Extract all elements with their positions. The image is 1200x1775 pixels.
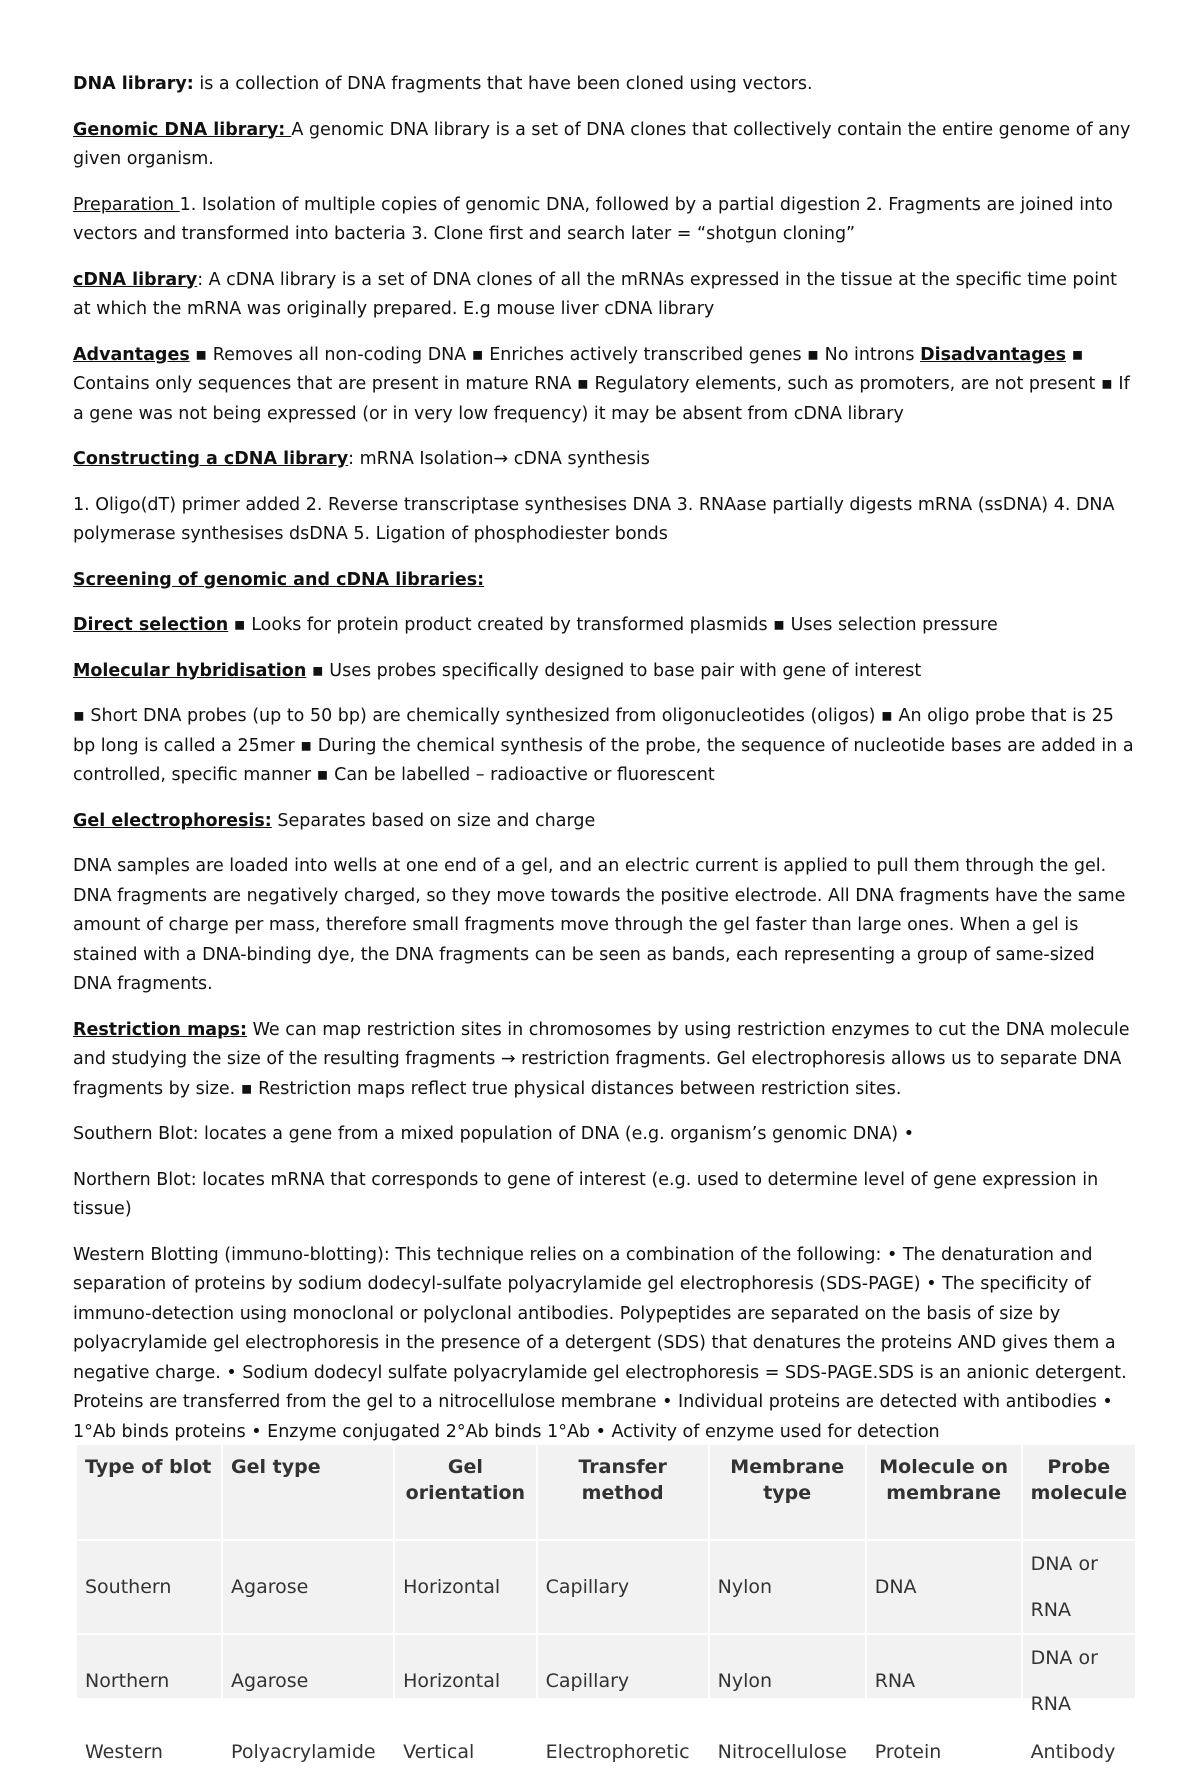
table-cell: Capillary bbox=[537, 1634, 709, 1728]
paragraph-gel-electrophoresis: Gel electrophoresis: Separates based on size and charge bbox=[73, 810, 596, 831]
table-cell: RNA bbox=[866, 1634, 1022, 1728]
table-cell: Nylon bbox=[709, 1540, 866, 1634]
paragraph-probes: ▪ Short DNA probes (up to 50 bp) are chemically synthesized from oligonucleotides (oligos) ▪ An oligo probe that is 25 bp long is called a 25mer ▪ During the chemical synthesis of the probe, the sequence of nucleotide bases are added in a controlled, specific manner ▪ Can be labelled – radioactive or fluorescent bbox=[73, 706, 1134, 785]
table-cell: Horizontal bbox=[394, 1540, 537, 1634]
paragraph-advantages: Advantages ▪ Removes all non-coding DNA ▪ Enriches actively transcribed genes ▪ No introns Disadvantages ▪ Contains only sequences that are present in mature RNA ▪ Regulatory elements, such as promoters, are not present ▪ If a gene was not being expressed (or in very low frequency) it may be absent from cDNA library bbox=[73, 344, 1130, 424]
table-header: Gel type bbox=[222, 1445, 394, 1540]
paragraph-preparation: Preparation 1. Isolation of multiple copies of genomic DNA, followed by a partial digestion 2. Fragments are joined into vectors and transformed into bacteria 3. Clone first and search later = “shotgun cloning” bbox=[73, 194, 1113, 244]
paragraph-steps: 1. Oligo(dT) primer added 2. Reverse transcriptase synthesises DNA 3. RNAase partially digests mRNA (ssDNA) 4. DNA polymerase synthesises dsDNA 5. Ligation of phosphodiester bonds bbox=[73, 494, 1115, 544]
table-cell: Agarose bbox=[222, 1540, 394, 1634]
table-cell: DNA bbox=[866, 1540, 1022, 1634]
table-row bbox=[77, 1634, 1135, 1728]
paragraph-molecular-hybridisation: Molecular hybridisation ▪ Uses probes specifically designed to base pair with gene of interest bbox=[73, 660, 922, 681]
paragraph-screening: Screening of genomic and cDNA libraries: bbox=[73, 569, 485, 590]
paragraph-restriction-maps: Restriction maps: We can map restriction sites in chromosomes by using restriction enzymes to cut the DNA molecule and studying the size of the resulting fragments → restriction fragments. Gel electrophoresis allows us to separate DNA fragments by size. ▪ Restriction maps reflect true physical distances between restriction sites. bbox=[73, 1019, 1130, 1099]
table-cell: Electrophoretic bbox=[537, 1728, 709, 1775]
paragraph-southern-blot: Southern Blot: locates a gene from a mixed population of DNA (e.g. organism’s genomic DNA) • bbox=[73, 1124, 915, 1144]
table-cell: Southern bbox=[77, 1540, 222, 1634]
paragraph-constructing: Constructing a cDNA library: mRNA Isolation→ cDNA synthesis bbox=[73, 449, 650, 469]
table-cell: DNA or RNA bbox=[1022, 1634, 1135, 1728]
table-header: Transfer method bbox=[537, 1445, 709, 1540]
paragraph-dna-samples: DNA samples are loaded into wells at one end of a gel, and an electric current is applied to pull them through the gel. DNA fragments are negatively charged, so they move towards the positive electrode. All DNA fragments have the same amount of charge per mass, therefore small fragments move through the gel faster than large ones. When a gel is stained with a DNA-binding dye, the DNA fragments can be seen as bands, each representing a group of same-sized DNA fragments. bbox=[73, 856, 1126, 994]
table-row bbox=[77, 1540, 1135, 1634]
paragraph-western-blot: Western Blotting (immuno-blotting): This technique relies on a combination of the following: • The denaturation and separation of proteins by sodium dodecyl-sulfate polyacrylamide gel electrophoresis (SDS-PAGE) • The specificity of immuno-detection using monoclonal or polyclonal antibodies. Polypeptides are separated on the basis of size by polyacrylamide gel electrophoresis in the presence of a detergent (SDS) that denatures the proteins AND gives them a negative charge. • Sodium dodecyl sulfate polyacrylamide gel electrophoresis = SDS-PAGE.SDS is an anionic detergent. Proteins are transferred from the gel to a nitrocellulose membrane • Individual proteins are detected with antibodies • 1°Ab binds proteins • Enzyme conjugated 2°Ab binds 1°Ab • Activity of enzyme used for detection bbox=[73, 1244, 1127, 1442]
table-cell: Horizontal bbox=[394, 1634, 537, 1728]
table-header: Membrane type bbox=[709, 1445, 866, 1540]
table-header-row bbox=[77, 1445, 1135, 1540]
table-cell: Agarose bbox=[222, 1634, 394, 1728]
paragraph-direct-selection: Direct selection ▪ Looks for protein product created by transformed plasmids ▪ Uses selection pressure bbox=[73, 615, 998, 635]
table-cell: Antibody bbox=[1022, 1728, 1135, 1775]
table-cell: Nylon bbox=[709, 1634, 866, 1728]
table-cell: Capillary bbox=[537, 1540, 709, 1634]
table-header: Molecule on membrane bbox=[866, 1445, 1022, 1540]
paragraph-cdna-library: cDNA library: A cDNA library is a set of DNA clones of all the mRNAs expressed in the tissue at the specific time point at which the mRNA was originally prepared. E.g mouse liver cDNA library bbox=[73, 269, 1118, 319]
table-cell: Northern bbox=[77, 1634, 222, 1728]
table-header: Type of blot bbox=[85, 1456, 212, 1478]
table-cell: Vertical bbox=[394, 1728, 537, 1775]
table-cell: Western bbox=[77, 1728, 222, 1775]
table-header: Probe molecule bbox=[1022, 1445, 1135, 1540]
table-header: Gel orientation bbox=[394, 1445, 537, 1540]
paragraph-dna-library: DNA library: is a collection of DNA fragments that have been cloned using vectors. bbox=[73, 74, 813, 94]
table-cell: DNA or RNA bbox=[1022, 1540, 1135, 1634]
table-cell: Polyacrylamide bbox=[222, 1728, 394, 1775]
notes-text bbox=[73, 70, 1135, 1444]
paragraph-northern-blot: Northern Blot: locates mRNA that corresponds to gene of interest (e.g. used to determine level of gene expression in tissue) bbox=[73, 1169, 1099, 1219]
table-cell: Protein bbox=[866, 1728, 1022, 1775]
table-cell: Nitrocellulose bbox=[709, 1728, 866, 1775]
paragraph-genomic-library: Genomic DNA library: A genomic DNA library is a set of DNA clones that collectively contain the entire genome of any given organism. bbox=[73, 119, 1131, 169]
table-row bbox=[77, 1728, 1135, 1775]
blot-comparison-table bbox=[77, 1445, 1135, 1763]
